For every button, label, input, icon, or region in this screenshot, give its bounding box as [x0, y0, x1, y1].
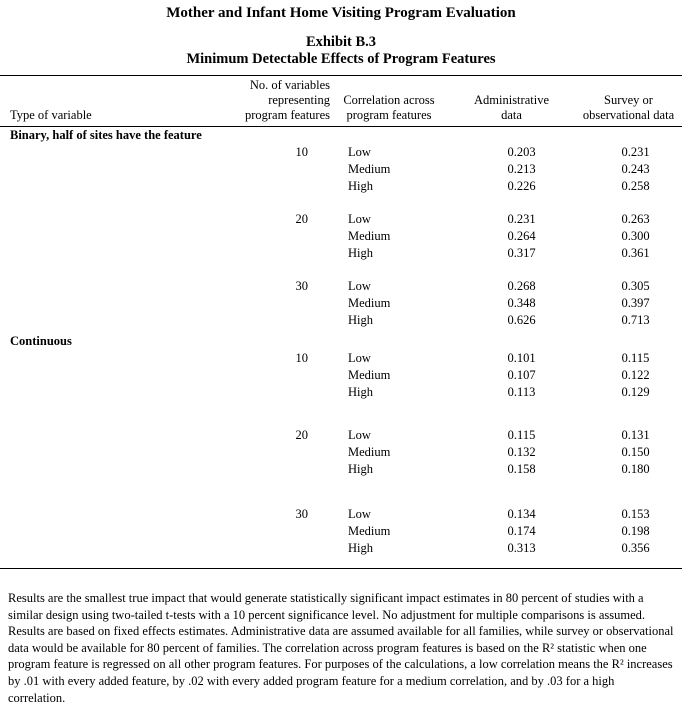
- admin-value-cell: 0.226: [507, 179, 536, 193]
- table-header-row: [0, 76, 682, 127]
- table-row: [0, 506, 682, 523]
- spacer-row: [0, 557, 682, 569]
- table-row: [0, 178, 682, 195]
- table-row: [0, 245, 682, 262]
- correlation-level-cell: High: [348, 541, 373, 555]
- correlation-level-cell: Low: [348, 279, 371, 293]
- col-header-line: observational data: [582, 108, 675, 122]
- correlation-level-cell: High: [348, 313, 373, 327]
- col-header-line: Type of variable: [10, 108, 92, 122]
- correlation-level-cell: Low: [348, 507, 371, 521]
- admin-value-cell: 0.101: [507, 351, 536, 365]
- mde-table: [0, 75, 682, 569]
- survey-value-cell: 0.263: [621, 212, 650, 226]
- table-row: [0, 228, 682, 245]
- correlation-level-cell: Medium: [348, 524, 391, 538]
- survey-value-cell: 0.198: [621, 524, 650, 538]
- num-vars-cell: 20: [295, 212, 308, 226]
- survey-value-cell: 0.713: [621, 313, 650, 327]
- survey-value-cell: 0.115: [621, 351, 650, 365]
- survey-value-cell: 0.180: [621, 462, 650, 476]
- survey-value-cell: 0.305: [621, 279, 650, 293]
- col-header-line: data: [501, 108, 522, 122]
- page-title: Mother and Infant Home Visiting Program Evaluation: [166, 5, 516, 21]
- spacer-row: [0, 401, 682, 427]
- correlation-level-cell: High: [348, 246, 373, 260]
- admin-value-cell: 0.231: [507, 212, 536, 226]
- exhibit-title: Minimum Detectable Effects of Program Features: [186, 51, 496, 67]
- admin-value-cell: 0.317: [507, 246, 536, 260]
- num-vars-cell: 10: [295, 351, 308, 365]
- survey-value-cell: 0.361: [621, 246, 650, 260]
- table-row: [0, 350, 682, 367]
- survey-value-cell: 0.122: [621, 368, 650, 382]
- col-header-line: program features: [346, 108, 432, 122]
- admin-value-cell: 0.626: [507, 313, 536, 327]
- num-vars-cell: 10: [295, 145, 308, 159]
- correlation-level-cell: Low: [348, 428, 371, 442]
- col-header-survey-data: [575, 76, 682, 127]
- survey-value-cell: 0.129: [621, 385, 650, 399]
- spacer-row: [0, 262, 682, 278]
- admin-value-cell: 0.203: [507, 145, 536, 159]
- spacer-row: [0, 478, 682, 506]
- correlation-level-cell: Low: [348, 145, 371, 159]
- correlation-level-cell: Medium: [348, 229, 391, 243]
- correlation-level-cell: Medium: [348, 296, 391, 310]
- table-row: [0, 161, 682, 178]
- table-row: [0, 523, 682, 540]
- col-header-num-variables: [213, 76, 330, 127]
- survey-value-cell: 0.153: [621, 507, 650, 521]
- table-row: [0, 144, 682, 161]
- table-row: [0, 427, 682, 444]
- col-header-line: Administrative: [474, 93, 549, 107]
- table-row: [0, 211, 682, 228]
- admin-value-cell: 0.158: [507, 462, 536, 476]
- col-header-type-of-variable: [0, 76, 213, 127]
- survey-value-cell: 0.131: [621, 428, 650, 442]
- spacer-row: [0, 195, 682, 211]
- col-header-line: Correlation across: [343, 93, 435, 107]
- col-header-line: program features: [244, 108, 330, 122]
- admin-value-cell: 0.115: [507, 428, 536, 442]
- section-row-continuous: [0, 333, 682, 350]
- section-row-binary: [0, 127, 682, 145]
- correlation-level-cell: Low: [348, 212, 371, 226]
- survey-value-cell: 0.397: [621, 296, 650, 310]
- correlation-level-cell: Medium: [348, 445, 391, 459]
- table-footnote: Results are the smallest true impact that would generate statistically significant impact estimates in 80 percent of studies with a similar design using two-tailed t-tests with a 10 percent significance level. No adjustment for multiple comparisons is assumed. Results are based on fixed effects estimates. Administrative data are assumed available for all families, while survey or observational data would be available for 80 percent of families. The correlation across program features is based on the R² statistic when one program feature is regressed on all other program features. For purposes of the calculations, a low correlation means the R² increases by .01 with every added feature, by .02 with every added program feature for a medium correlation, and by .03 for a high correlation.: [8, 591, 674, 705]
- admin-value-cell: 0.132: [507, 445, 536, 459]
- table-row: [0, 540, 682, 557]
- exhibit-label: Exhibit B.3: [305, 34, 377, 50]
- table-row: [0, 278, 682, 295]
- correlation-level-cell: High: [348, 179, 373, 193]
- section-label: Binary, half of sites have the feature: [10, 128, 202, 142]
- col-header-line: Survey or: [604, 93, 653, 107]
- survey-value-cell: 0.300: [621, 229, 650, 243]
- correlation-level-cell: Medium: [348, 162, 391, 176]
- admin-value-cell: 0.107: [507, 368, 536, 382]
- col-header-line: No. of variables representing: [249, 78, 330, 107]
- correlation-level-cell: Low: [348, 351, 371, 365]
- num-vars-cell: 20: [295, 428, 308, 442]
- correlation-level-cell: High: [348, 462, 373, 476]
- admin-value-cell: 0.264: [507, 229, 536, 243]
- table-row: [0, 384, 682, 401]
- admin-value-cell: 0.134: [507, 507, 536, 521]
- admin-value-cell: 0.348: [507, 296, 536, 310]
- admin-value-cell: 0.213: [507, 162, 536, 176]
- table-row: [0, 312, 682, 329]
- survey-value-cell: 0.258: [621, 179, 650, 193]
- col-header-correlation: [330, 76, 448, 127]
- table-row: [0, 444, 682, 461]
- num-vars-cell: 30: [295, 279, 308, 293]
- admin-value-cell: 0.113: [507, 385, 536, 399]
- correlation-level-cell: Medium: [348, 368, 391, 382]
- col-header-administrative-data: [448, 76, 575, 127]
- survey-value-cell: 0.356: [621, 541, 650, 555]
- admin-value-cell: 0.268: [507, 279, 536, 293]
- survey-value-cell: 0.231: [621, 145, 650, 159]
- admin-value-cell: 0.313: [507, 541, 536, 555]
- correlation-level-cell: High: [348, 385, 373, 399]
- table-row: [0, 295, 682, 312]
- survey-value-cell: 0.150: [621, 445, 650, 459]
- table-row: [0, 461, 682, 478]
- admin-value-cell: 0.174: [507, 524, 536, 538]
- survey-value-cell: 0.243: [621, 162, 650, 176]
- section-label: Continuous: [10, 334, 72, 348]
- num-vars-cell: 30: [295, 507, 308, 521]
- table-row: [0, 367, 682, 384]
